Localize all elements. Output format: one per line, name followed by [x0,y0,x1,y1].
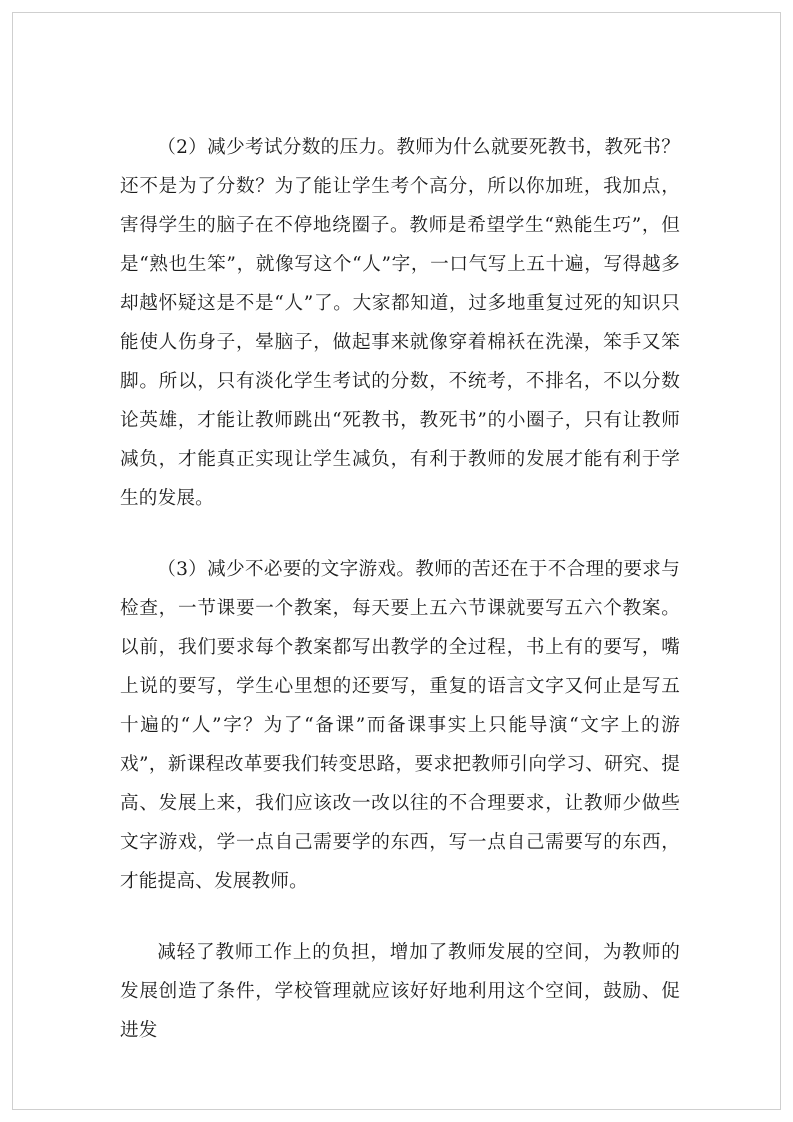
paragraph-2: （3）减少不必要的文字游戏。教师的苦还在于不合理的要求与检查，一节课要一个教案，每天要上五六节课就要写五六个教案。以前，我们要求每个教案都写出教学的全过程，书上有的要写，嘴上说的要写，学生心里想的还要写，重复的语言文字又何止是写五十遍的“人”字？为了“备课”而备课事实上只能导演“文字上的游戏”，新课程改革要我们转变思路，要求把教师引向学习、研究、提高、发展上来，我们应该改一改以往的不合理要求，让教师少做些文字游戏，学一点自己需要学的东西，写一点自己需要写的东西，才能提高、发展教师。 [120,559,680,892]
paragraph-3: 减轻了教师工作上的负担，增加了教师发展的空间，为教师的发展创造了条件，学校管理就应该好好地利用这个空间，鼓励、促进发 [120,942,680,1041]
document-body [120,128,680,1050]
paragraph-1: （2）减少考试分数的压力。教师为什么就要死教书，教死书？还不是为了分数？为了能让学生考个高分，所以你加班，我加点，害得学生的脑子在不停地绕圈子。教师是希望学生“熟能生巧”，但是“熟也生笨”，就像写这个“人”字，一口气写上五十遍，写得越多却越怀疑这是不是“人”了。大家都知道，过多地重复过死的知识只能使人伤身子，晕脑子，做起事来就像穿着棉袄在洗澡，笨手又笨脚。所以，只有淡化学生考试的分数，不统考，不排名，不以分数论英雄，才能让教师跳出“死教书，教死书”的小圈子，只有让教师减负，才能真正实现让学生减负，有利于教师的发展才能有利于学生的发展。 [120,137,680,509]
